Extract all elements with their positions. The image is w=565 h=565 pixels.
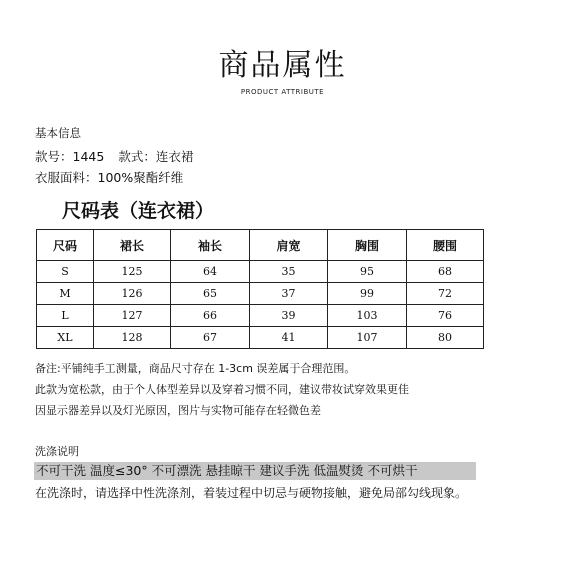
color-note: 因显示器差异以及灯光原因，图片与实物可能存在轻微色差 <box>35 404 321 417</box>
table-header-row <box>37 230 484 261</box>
style-label: 款式： <box>118 149 156 164</box>
header-cell: 腰围 <box>407 230 484 261</box>
table-cell: 39 <box>250 305 328 327</box>
table-cell: M <box>37 283 94 305</box>
size-chart-title: 尺码表（连衣裙） <box>62 200 215 222</box>
table-cell: 66 <box>171 305 250 327</box>
table-row <box>37 261 484 283</box>
table-cell: 103 <box>328 305 407 327</box>
table-cell: 127 <box>94 305 171 327</box>
table-cell: 76 <box>407 305 484 327</box>
style-info-line <box>35 147 193 165</box>
basic-info-heading: 基本信息 <box>35 126 81 140</box>
style-value: 连衣裙 <box>155 149 194 164</box>
table-row <box>37 283 484 305</box>
table-cell: L <box>37 305 94 327</box>
table-cell: 99 <box>328 283 407 305</box>
style-no-value: 1445 <box>72 149 105 164</box>
table-cell: 67 <box>171 327 250 349</box>
table-cell: 68 <box>407 261 484 283</box>
washing-note: 在洗涤时，请选择中性洗涤剂，着装过程中切忌与硬物接触，避免局部勾线现象。 <box>35 486 468 500</box>
header-cell: 胸围 <box>328 230 407 261</box>
header-cell: 肩宽 <box>250 230 328 261</box>
table-cell: 128 <box>94 327 171 349</box>
washing-heading: 洗涤说明 <box>35 445 79 458</box>
measurement-note: 备注:平铺纯手工测量，商品尺寸存在 1-3cm 误差属于合理范围。 <box>35 362 356 375</box>
table-cell: 95 <box>328 261 407 283</box>
header-cell: 裙长 <box>94 230 171 261</box>
table-cell: 125 <box>94 261 171 283</box>
table-row <box>37 327 484 349</box>
table-cell: 126 <box>94 283 171 305</box>
table-cell: 72 <box>407 283 484 305</box>
table-cell: 80 <box>407 327 484 349</box>
table-cell: 37 <box>250 283 328 305</box>
table-cell: XL <box>37 327 94 349</box>
size-chart-table <box>36 229 484 349</box>
fabric-value: 100%聚酯纤维 <box>97 170 184 185</box>
fit-note: 此款为宽松款，由于个人体型差异以及穿着习惯不同，建议带妆试穿效果更佳 <box>35 383 409 396</box>
table-cell: 64 <box>171 261 250 283</box>
washing-instructions: 不可干洗 温度≤30° 不可漂洗 悬挂晾干 建议手洗 低温熨烫 不可烘干 <box>34 462 476 480</box>
table-cell: 65 <box>171 283 250 305</box>
table-row <box>37 305 484 327</box>
table-cell: S <box>37 261 94 283</box>
fabric-info-line <box>35 168 183 186</box>
fabric-label: 衣服面料： <box>35 170 98 185</box>
page-title: 商品属性 <box>218 48 347 83</box>
table-cell: 107 <box>328 327 407 349</box>
header-cell: 袖长 <box>171 230 250 261</box>
style-no-label: 款号： <box>35 149 73 164</box>
page-subtitle: PRODUCT ATTRIBUTE <box>240 88 325 96</box>
header-cell: 尺码 <box>37 230 94 261</box>
table-cell: 35 <box>250 261 328 283</box>
table-cell: 41 <box>250 327 328 349</box>
